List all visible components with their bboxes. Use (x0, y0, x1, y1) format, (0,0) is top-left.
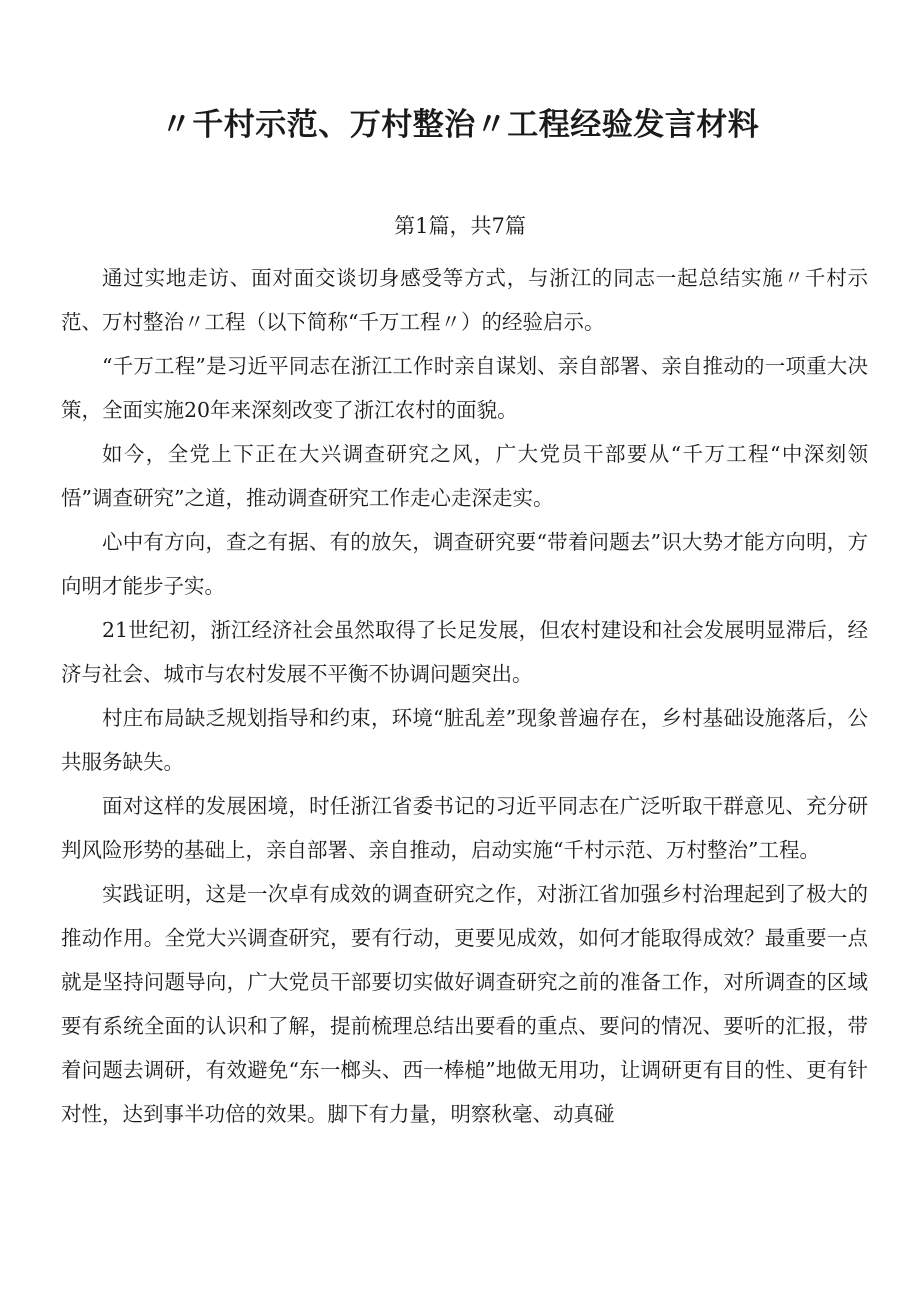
paragraph: “千万工程”是习近平同志在浙江工作时亲自谋划、亲自部署、亲自推动的一项重大决策，全面实施20年来深刻改变了浙江农村的面貌。 (61, 354, 868, 422)
section-heading: 第1篇，共7篇 (394, 214, 526, 238)
paragraph: 21世纪初，浙江经济社会虽然取得了长足发展，但农村建设和社会发展明显滞后，经济与社会、城市与农村发展不平衡不协调问题突出。 (61, 618, 868, 686)
paragraph: 心中有方向，查之有据、有的放矢，调查研究要“带着问题去”识大势才能方向明，方向明才能步子实。 (61, 530, 868, 598)
paragraph: 村庄布局缺乏规划指导和约束，环境“脏乱差”现象普遍存在，乡村基础设施落后，公共服务缺失。 (61, 706, 868, 774)
document-title: 〃千村示范、万村整治〃工程经验发言材料 (160, 107, 760, 143)
paragraph: 实践证明，这是一次卓有成效的调查研究之作，对浙江省加强乡村治理起到了极大的推动作用。全党大兴调查研究，要有行动，更要见成效，如何才能取得成效？最重要一点就是坚持问题导向，广大党员干部要切实做好调查研究之前的准备工作，对所调查的区域要有系统全面的认识和了解，提前梳理总结出要看的重点、要问的情况、要听的汇报，带着问题去调研，有效避免“东一榔头、西一棒槌”地做无用功，让调研更有目的性、更有针对性，达到事半功倍的效果。脚下有力量，明察秋毫、动真碰 (61, 882, 868, 1126)
document-body (61, 256, 868, 1136)
paragraph: 面对这样的发展困境，时任浙江省委书记的习近平同志在广泛听取干群意见、充分研判风险形势的基础上，亲自部署、亲自推动，启动实施“千村示范、万村整治”工程。 (61, 794, 868, 862)
paragraph: 通过实地走访、面对面交谈切身感受等方式，与浙江的同志一起总结实施〃千村示范、万村整治〃工程（以下简称“千万工程〃）的经验启示。 (61, 266, 868, 334)
paragraph: 如今，全党上下正在大兴调查研究之风，广大党员干部要从“千万工程“中深刻领悟”调查研究”之道，推动调查研究工作走心走深走实。 (61, 442, 868, 510)
